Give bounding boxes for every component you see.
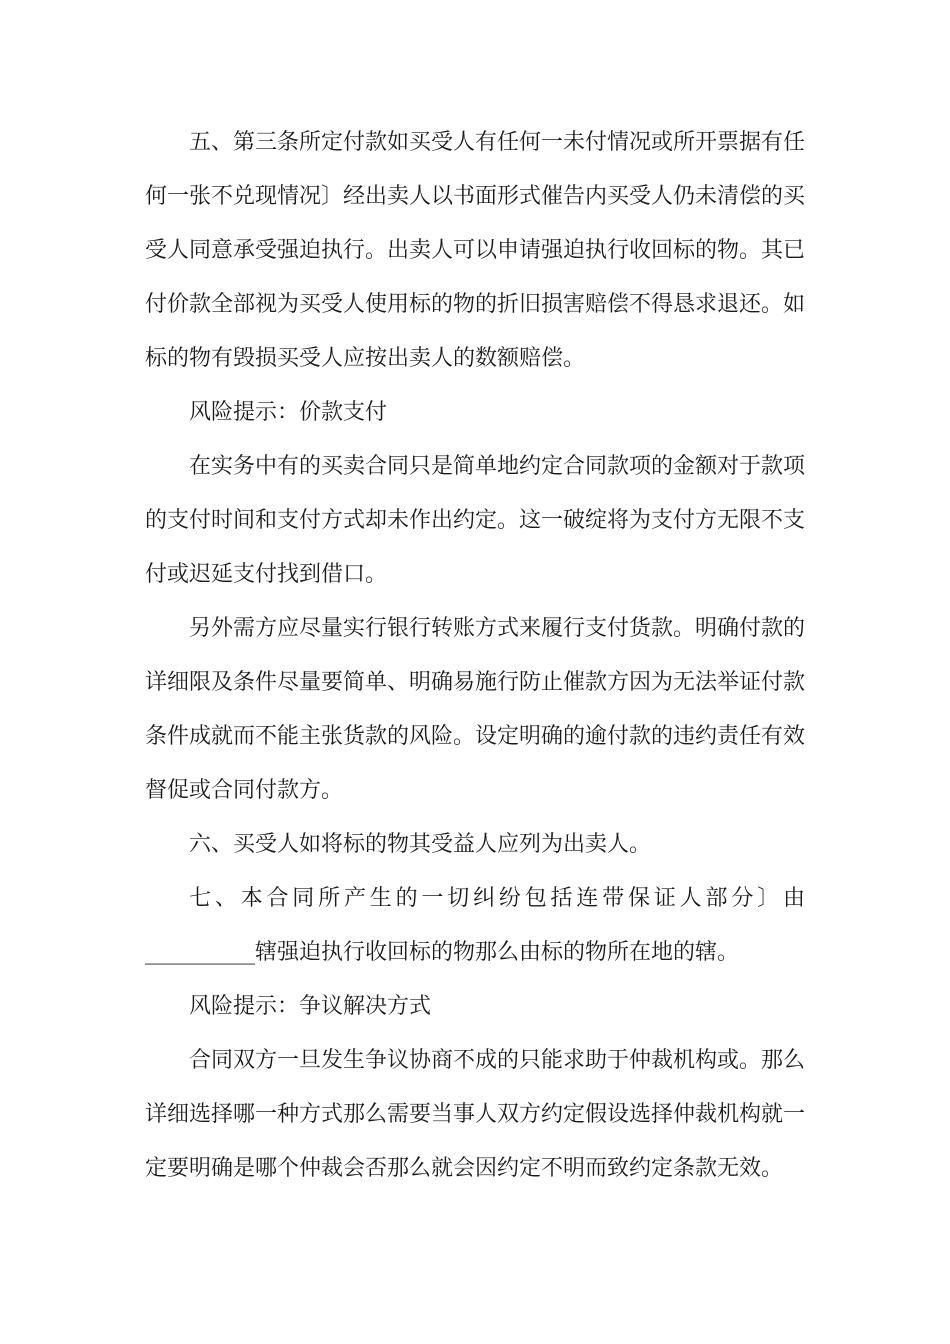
clause-five-paragraph: 五、第三条所定付款如买受人有任何一未付情况或所开票据有任何一张不兑现情况〕经出卖人以书面形式催告内买受人仍未清偿的买受人同意承受强迫执行。出卖人可以申请强迫执行收回标的物。其已付价款全部视为买受人使用标的物的折旧损害赔偿不得恳求退还。如标的物有毁损买受人应按出卖人的数额赔偿。 [145, 130, 806, 371]
dispute-resolution-paragraph: 合同双方一旦发生争议协商不成的只能求助于仲裁机构或。那么详细选择哪一种方式那么需要当事人双方约定假设选择仲裁机构就一定要明确是哪个仲裁会否那么就会因约定不明而致约定条款无效。 [145, 1048, 806, 1181]
payment-practice-paragraph: 在实务中有的买卖合同只是简单地约定合同款项的金额对于款项的支付时间和支付方式却未作出约定。这一破绽将为支付方无限不支付或迟延支付找到借口。 [145, 454, 806, 587]
document-body [145, 116, 805, 1196]
clause-seven-paragraph: 七、本合同所产生的一切纠纷包括连带保证人部分〕由__________辖强迫执行收回标的物那么由标的物所在地的辖。 [145, 886, 805, 965]
bank-transfer-paragraph: 另外需方应尽量实行银行转账方式来履行支付货款。明确付款的详细限及条件尽量要简单、明确易施行防止催款方因为无法举证付款条件成就而不能主张货款的风险。设定明确的逾付款的违约责任有效督促或合同付款方。 [145, 616, 806, 803]
clause-six-paragraph: 六、买受人如将标的物其受益人应列为出卖人。 [189, 832, 652, 857]
risk-tip-dispute-heading: 风险提示：争议解决方式 [189, 994, 432, 1019]
risk-tip-payment-heading: 风险提示：价款支付 [189, 400, 388, 425]
